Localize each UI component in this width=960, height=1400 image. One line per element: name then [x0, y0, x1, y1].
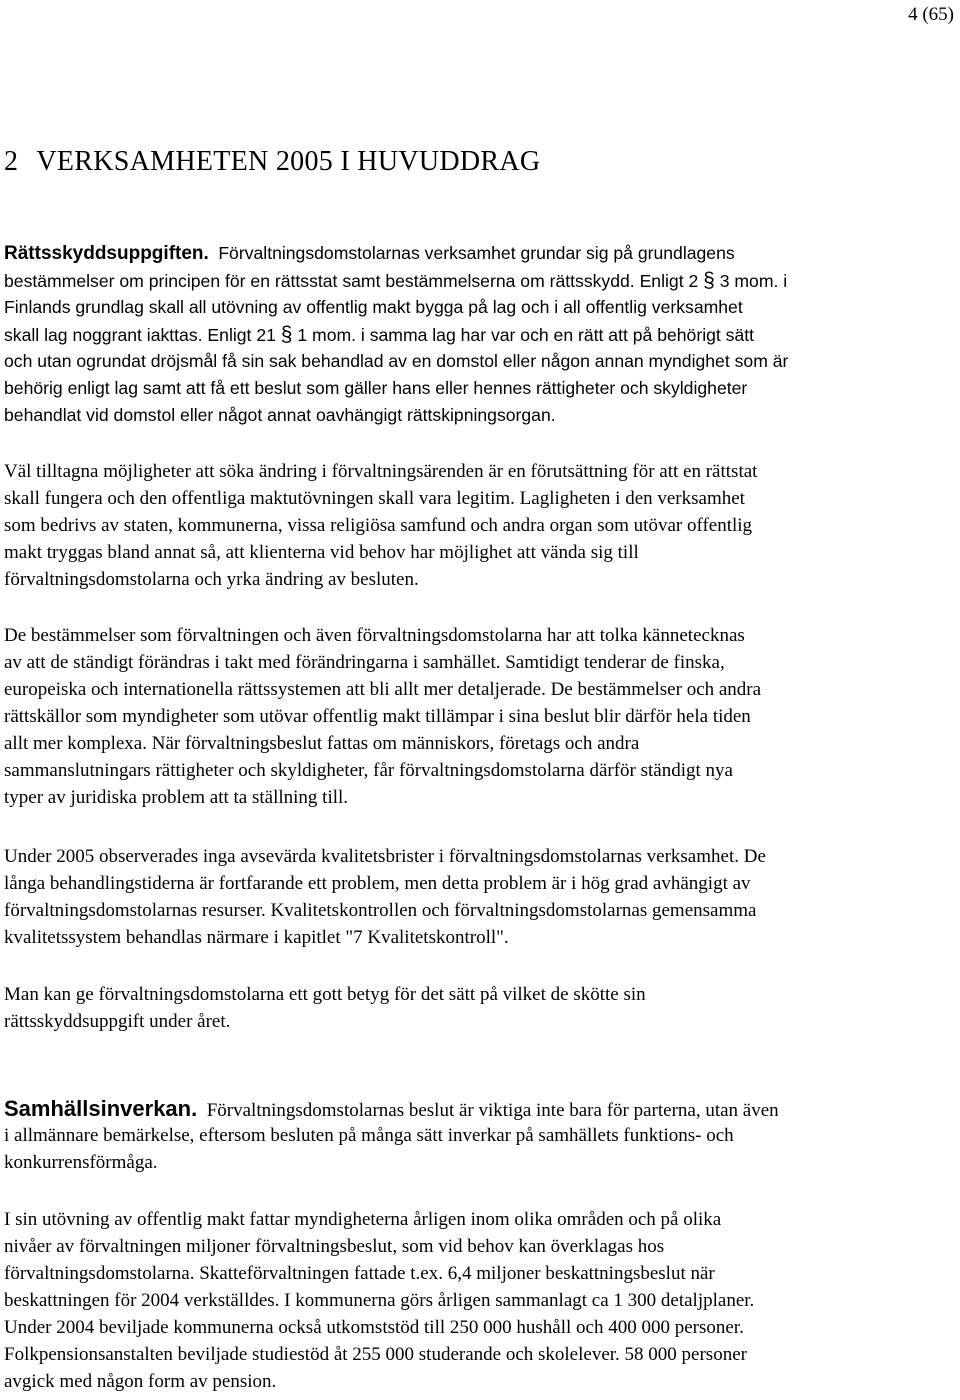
paragraph-kvalitet: [4, 843, 956, 951]
paragraph-line: i allmännare bemärkelse, eftersom besluten på många sätt inverkar på samhällets funktions- och: [4, 1125, 734, 1146]
paragraph-betyg: [4, 981, 956, 1035]
paragraph-line: nivåer av förvaltningen miljoner förvaltningsbeslut, som vid behov kan överklagas hos: [4, 1236, 665, 1257]
section-heading: [4, 146, 540, 178]
paragraph-line: I sin utövning av offentlig makt fattar myndigheterna årligen inom olika områden och på olika: [4, 1209, 722, 1230]
section-sign: §: [703, 269, 715, 292]
paragraph-line: makt tryggas bland annat så, att klienterna vid behov har möjlighet att vända sig till: [4, 542, 639, 563]
paragraph-line: skall fungera och den offentliga maktutövningen skall vara legitim. Lagligheten i den verksamhet: [4, 488, 745, 509]
paragraph-line: Väl tilltagna möjligheter att söka ändring i förvaltningsärenden är en förutsättning för att en rättstat: [4, 461, 758, 482]
paragraph-title: Samhällsinverkan.: [4, 1096, 198, 1121]
paragraph-line: konkurrensförmåga.: [4, 1152, 158, 1173]
paragraph-line: behörig enligt lag samt att få ett beslut som gäller hans eller hennes rättigheter och skyldigheter: [4, 378, 748, 398]
paragraph-line: Folkpensionsanstalten beviljade studiestöd åt 255 000 studerande och skolelever. 58 000 personer: [4, 1344, 747, 1365]
paragraph-line: rättskällor som myndigheter som utövar offentlig makt tillämpar i sina beslut blir därför hela tiden: [4, 706, 751, 727]
paragraph-line: av att de ständigt förändras i takt med förändringarna i samhället. Samtidigt tenderar de finska,: [4, 652, 725, 673]
paragraph-bestammelser: [4, 622, 956, 811]
paragraph-line: behandlat vid domstol eller något annat oavhängigt rättskipningsorgan.: [4, 405, 556, 425]
paragraph-line: kvalitetssystem behandlas närmare i kapitlet "7 Kvalitetskontroll".: [4, 927, 509, 948]
paragraph-line: avgick med någon form av pension.: [4, 1371, 277, 1392]
paragraph-title: Rättsskyddsuppgiften.: [4, 243, 209, 264]
section-number: 2: [4, 146, 19, 177]
section-title: VERKSAMHETEN 2005 I HUVUDDRAG: [36, 146, 541, 177]
paragraph-line: Förvaltningsdomstolarnas verksamhet grundar sig på grundlagens: [218, 243, 735, 263]
paragraph-line: förvaltningsdomstolarnas resurser. Kvalitetskontrollen och förvaltningsdomstolarnas gemensamma: [4, 900, 757, 921]
paragraph-line: som bedrivs av staten, kommunerna, vissa religiösa samfund och andra organ som utövar offentlig: [4, 515, 753, 536]
paragraph-line: beskattningen för 2004 verkställdes. I kommunerna görs årligen sammanlagt ca 1 300 detaljplaner.: [4, 1290, 755, 1311]
page-number: 4 (65): [908, 4, 954, 25]
paragraph-line: Finlands grundlag skall all utövning av offentlig makt bygga på lag och i all offentlig verksamhet: [4, 297, 743, 317]
paragraph-line: förvaltningsdomstolarna och yrka ändring av besluten.: [4, 569, 419, 590]
paragraph-line: långa behandlingstiderna är fortfarande ett problem, men detta problem är i hög grad avhängigt av: [4, 873, 751, 894]
paragraph-line: allt mer komplexa. När förvaltningsbeslut fattas om människors, företags och andra: [4, 733, 640, 754]
paragraph-samhallsinverkan: [4, 1095, 956, 1176]
paragraph-andring: [4, 458, 956, 593]
paragraph-line: sammanslutningars rättigheter och skyldigheter, får förvaltningsdomstolarna därför ständigt nya: [4, 760, 733, 781]
paragraph-line: förvaltningsdomstolarna. Skatteförvaltningen fattade t.ex. 6,4 miljoner beskattningsbeslut när: [4, 1263, 715, 1284]
paragraph-line: rättsskyddsuppgift under året.: [4, 1011, 231, 1032]
paragraph-line: Under 2004 beviljade kommunerna också utkomststöd till 250 000 hushåll och 400 000 personer.: [4, 1317, 744, 1338]
paragraph-line: skall lag noggrant iakttas. Enligt 21: [4, 325, 276, 345]
paragraph-line: 3 mom. i: [719, 271, 788, 291]
paragraph-line: De bestämmelser som förvaltningen och även förvaltningsdomstolarna har att tolka kännetecknas: [4, 625, 745, 646]
paragraph-line: Under 2005 observerades inga avsevärda kvalitetsbrister i förvaltningsdomstolarnas verksamhet. De: [4, 846, 766, 867]
paragraph-line: 1 mom. i samma lag har var och en rätt att på behörigt sätt: [297, 325, 755, 345]
section-sign: §: [280, 323, 293, 346]
paragraph-line: och utan ogrundat dröjsmål få sin sak behandlad av en domstol eller någon annan myndighet som är: [4, 351, 789, 371]
paragraph-rattsskydd: [4, 240, 956, 429]
paragraph-line: Man kan ge förvaltningsdomstolarna ett gott betyg för det sätt på vilket de skötte sin: [4, 984, 646, 1005]
paragraph-line: europeiska och internationella rättssystemen att bli allt mer detaljerade. De bestämmelser och andra: [4, 679, 762, 700]
paragraph-line: Förvaltningsdomstolarnas beslut är viktiga inte bara för parterna, utan även: [206, 1100, 779, 1121]
paragraph-line: typer av juridiska problem att ta ställning till.: [4, 787, 349, 808]
paragraph-line: bestämmelser om principen för en rättsstat samt bestämmelserna om rättsskydd. Enligt 2: [4, 271, 699, 291]
paragraph-myndigheter: [4, 1206, 956, 1395]
